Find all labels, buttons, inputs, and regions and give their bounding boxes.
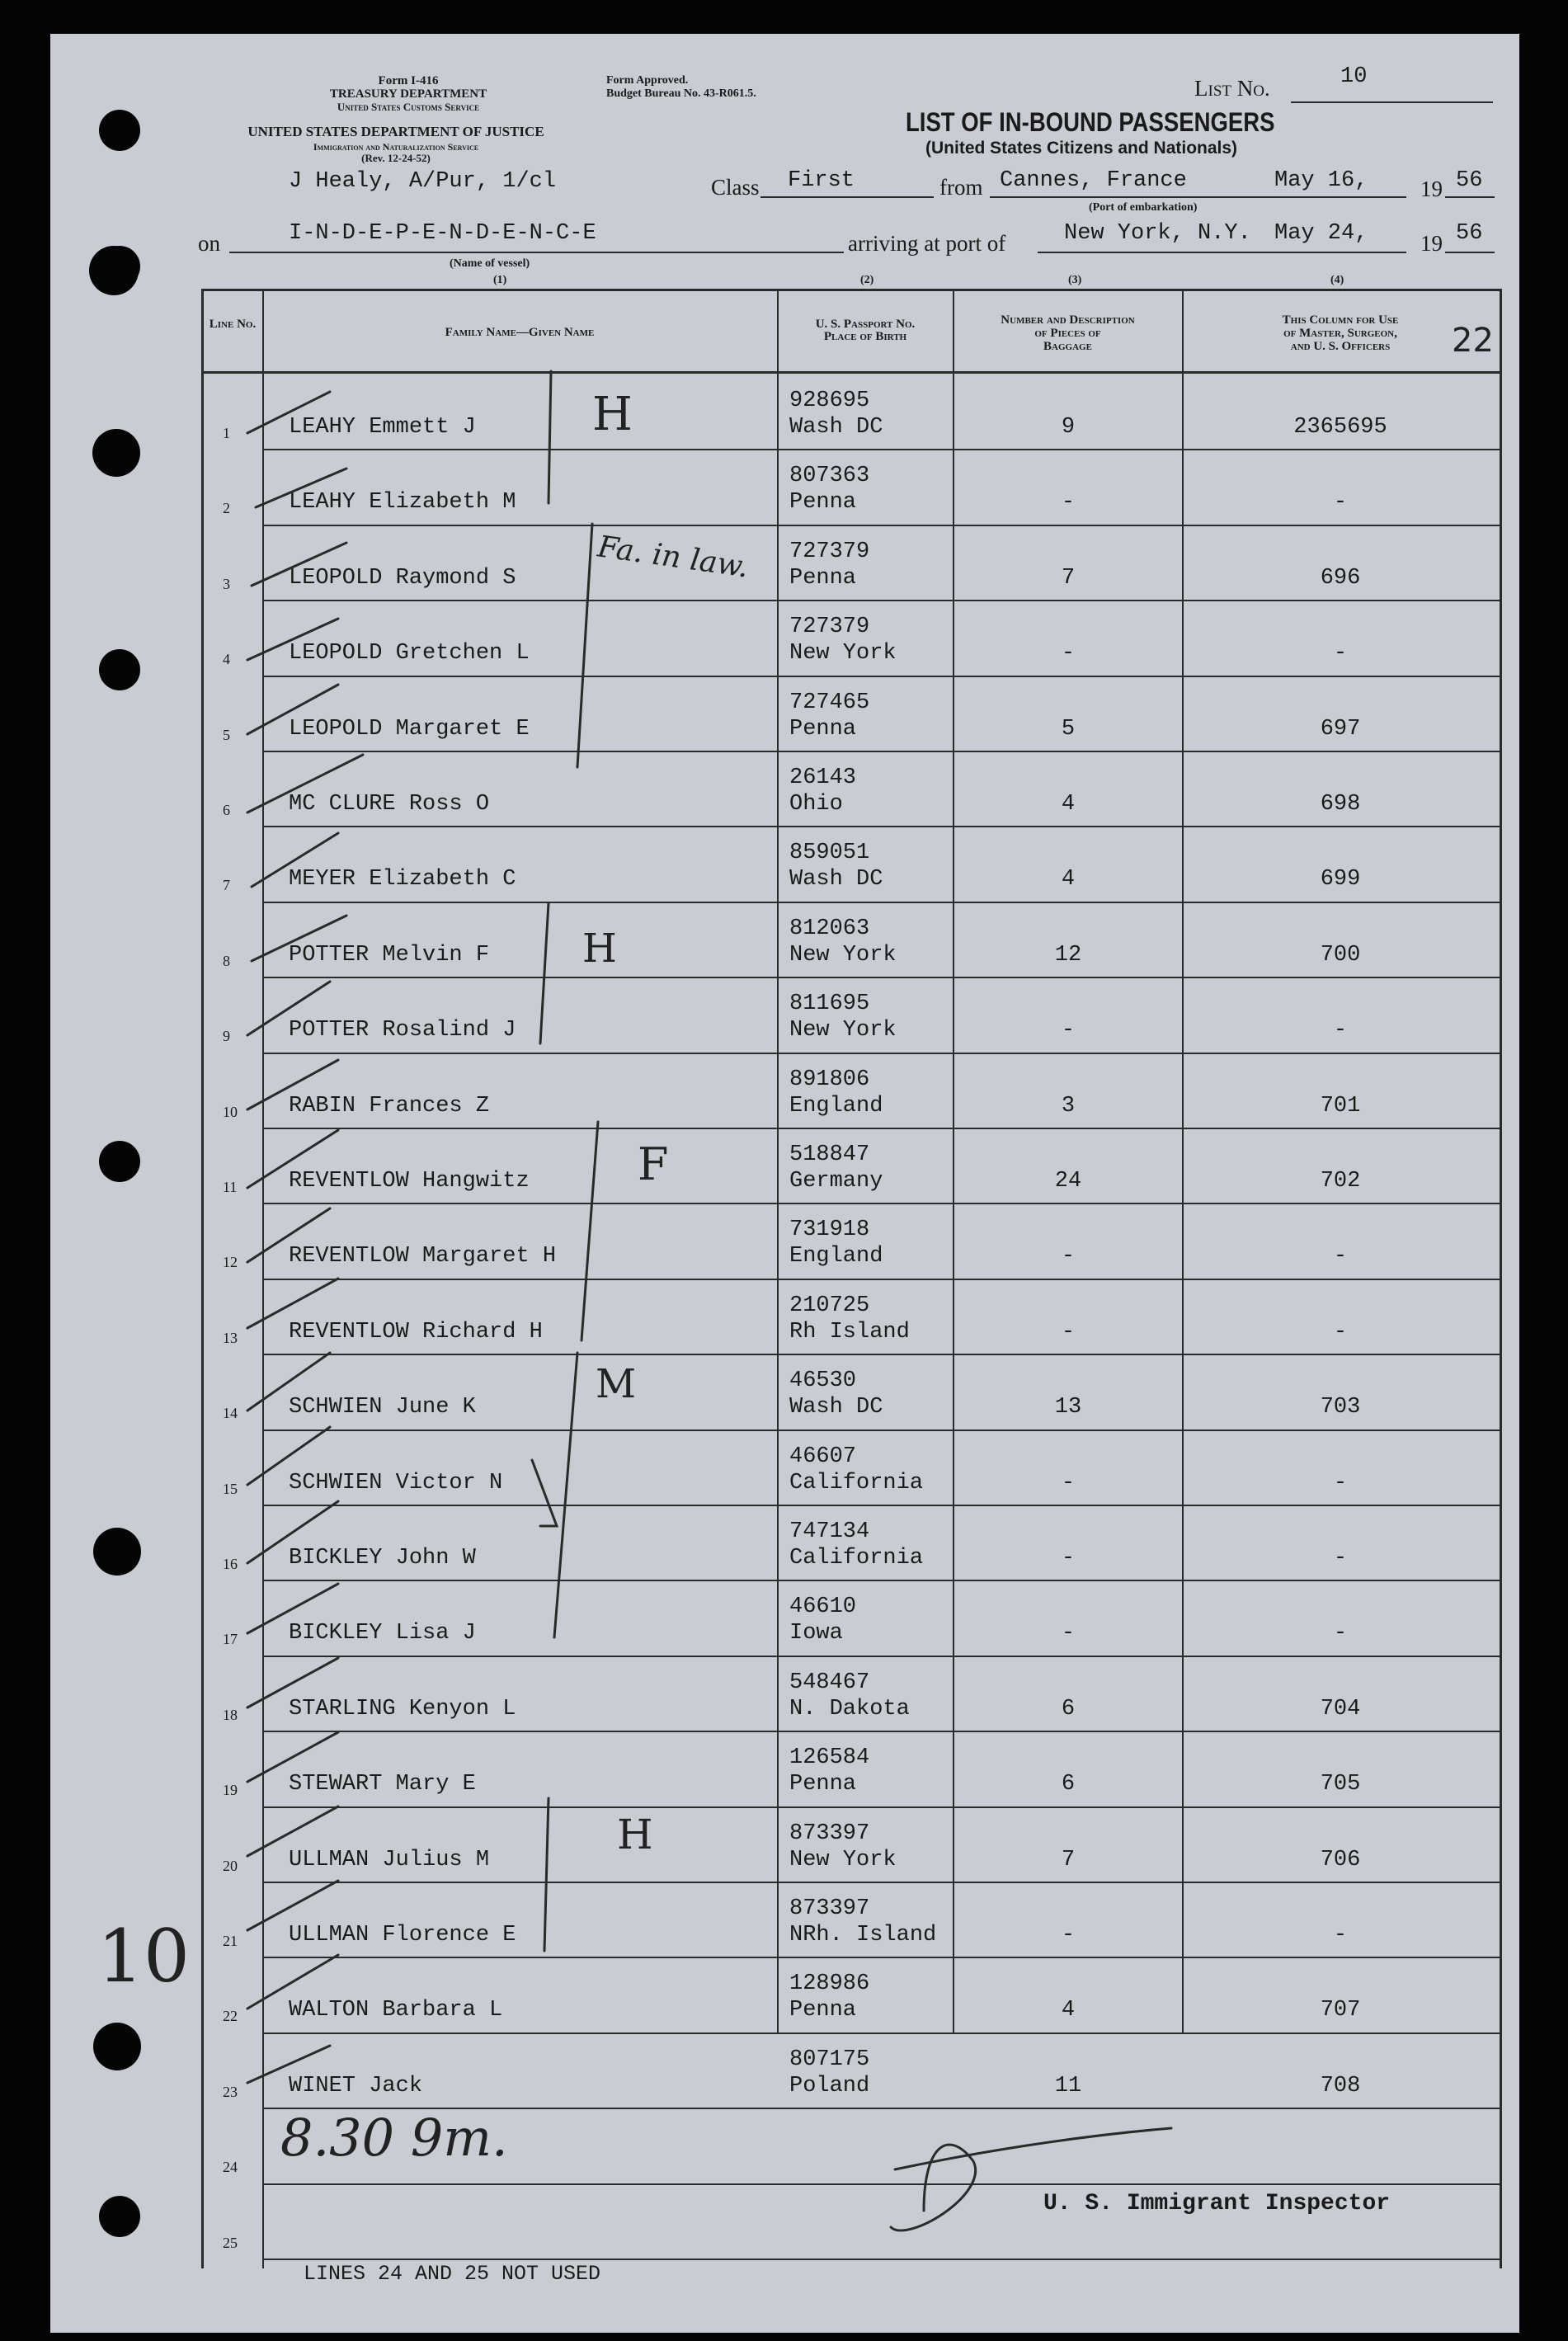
- line-number: 15: [223, 1481, 238, 1497]
- officer-entry: 704: [1320, 1697, 1361, 1722]
- passenger-name: LEOPOLD Gretchen L: [289, 641, 530, 666]
- officer-entry: -: [1333, 1320, 1348, 1345]
- place-of-birth: Penna: [789, 1772, 857, 1797]
- passport-number: 210725: [789, 1293, 870, 1318]
- passport-number: 46607: [789, 1444, 857, 1469]
- row-divider: [262, 902, 1500, 903]
- revision: (Rev. 12-24-52): [361, 152, 431, 164]
- place-of-birth: England: [789, 1244, 883, 1269]
- binder-hole: [93, 2023, 141, 2070]
- place-of-birth: California: [789, 1546, 924, 1571]
- from-underline: [990, 196, 1406, 198]
- officer-entry: 699: [1320, 867, 1361, 892]
- officer-entry: 700: [1320, 943, 1361, 968]
- passenger-name: ULLMAN Julius M: [289, 1848, 490, 1872]
- passenger-name: LEAHY Emmett J: [289, 415, 476, 440]
- place-of-birth: England: [789, 1094, 883, 1119]
- col-divider-name: [777, 289, 779, 2033]
- officers-note: 22: [1452, 322, 1494, 360]
- baggage-count: 13: [1054, 1395, 1082, 1420]
- row-divider: [262, 1806, 1500, 1808]
- line-number: 16: [223, 1556, 238, 1572]
- passenger-name: REVENTLOW Hangwitz: [289, 1169, 530, 1194]
- line-number: 23: [223, 2084, 238, 2100]
- row-divider: [262, 600, 1500, 601]
- row-divider: [262, 1430, 1500, 1431]
- baggage-count: 7: [1061, 1848, 1076, 1872]
- passenger-name: BICKLEY John W: [289, 1546, 476, 1571]
- line-number: 18: [223, 1707, 238, 1723]
- annotation-h1: H: [592, 388, 633, 441]
- place-of-birth: Iowa: [789, 1621, 843, 1646]
- binder-hole: [92, 429, 140, 477]
- line-number: 19: [223, 1782, 238, 1798]
- officer-entry: 703: [1320, 1395, 1361, 1420]
- header-name: Family Name—Given Name: [445, 326, 595, 339]
- header-officers-3: and U. S. Officers: [1290, 340, 1391, 353]
- class-value: First: [788, 168, 855, 193]
- row-divider: [262, 1053, 1500, 1054]
- passenger-name: STEWART Mary E: [289, 1772, 476, 1797]
- place-of-birth: New York: [789, 1018, 897, 1043]
- passenger-name: ULLMAN Florence E: [289, 1923, 516, 1948]
- signature-time-note: 8.30 9m.: [280, 2108, 508, 2168]
- col-num-4: (4): [1330, 274, 1344, 286]
- passport-number: 873397: [789, 1896, 870, 1921]
- line-number: 8: [223, 953, 230, 969]
- arrival-underline: [1038, 252, 1406, 253]
- line-number: 20: [223, 1858, 238, 1874]
- baggage-count: 4: [1061, 1998, 1076, 2023]
- officer-entry: -: [1333, 1621, 1348, 1646]
- officer-entry: 705: [1320, 1772, 1361, 1797]
- purser-name: J Healy, A/Pur, 1/cl: [289, 169, 557, 194]
- passenger-name: STARLING Kenyon L: [289, 1697, 516, 1722]
- port-embark-caption: (Port of embarkation): [1089, 201, 1198, 214]
- row-divider: [262, 2183, 1500, 2185]
- line-number: 25: [223, 2235, 238, 2251]
- line-number: 24: [223, 2159, 238, 2175]
- officer-entry: 696: [1320, 566, 1361, 591]
- officer-entry: 697: [1320, 717, 1361, 742]
- baggage-count: 9: [1061, 415, 1076, 440]
- line-number: 14: [223, 1405, 238, 1421]
- row-divider: [262, 676, 1500, 677]
- row-divider: [262, 2259, 1500, 2260]
- passport-number: 46530: [789, 1368, 857, 1393]
- passenger-name: LEAHY Elizabeth M: [289, 490, 516, 515]
- place-of-birth: Wash DC: [789, 1395, 883, 1420]
- header-officers-1: This Column for Use: [1282, 313, 1399, 327]
- baggage-count: 4: [1061, 867, 1076, 892]
- passenger-name: REVENTLOW Richard H: [289, 1320, 543, 1345]
- passenger-name: REVENTLOW Margaret H: [289, 1244, 557, 1269]
- passport-number: 548467: [789, 1670, 870, 1695]
- baggage-count: -: [1061, 1546, 1076, 1571]
- binder-hole: [99, 2196, 140, 2237]
- passenger-name: WINET Jack: [289, 2074, 423, 2098]
- passport-number: 727379: [789, 539, 870, 564]
- line-number: 5: [223, 727, 230, 743]
- list-no-underline: [1291, 101, 1493, 103]
- place-of-birth: Penna: [789, 1998, 857, 2023]
- class-label: Class: [711, 175, 760, 200]
- line-number: 22: [223, 2008, 238, 2024]
- passport-number: 126584: [789, 1745, 870, 1770]
- margin-number: 10: [97, 1914, 190, 1999]
- header-passport-2: Place of Birth: [823, 330, 907, 343]
- place-of-birth: New York: [789, 1848, 897, 1872]
- officer-entry: -: [1333, 1018, 1348, 1043]
- row-divider: [262, 751, 1500, 752]
- baggage-count: 12: [1054, 943, 1082, 968]
- passenger-name: POTTER Melvin F: [289, 943, 490, 968]
- embark-date: May 16,: [1274, 168, 1368, 193]
- table-header-bottom: [201, 371, 1500, 374]
- passenger-name: LEOPOLD Margaret E: [289, 717, 530, 742]
- form-number: Form I-416: [378, 74, 439, 87]
- passport-number: 859051: [789, 841, 870, 865]
- header-baggage-3: Baggage: [1043, 340, 1092, 353]
- row-divider: [262, 1731, 1500, 1732]
- binder-hole: [99, 110, 140, 151]
- lines-not-used: LINES 24 AND 25 NOT USED: [304, 2262, 601, 2286]
- line-number: 9: [223, 1028, 230, 1044]
- row-divider: [262, 1882, 1500, 1883]
- annotation-h3: H: [617, 1811, 653, 1858]
- passport-number: 807175: [789, 2047, 870, 2072]
- place-of-birth: New York: [789, 943, 897, 968]
- officer-entry: -: [1333, 1471, 1348, 1496]
- place-of-birth: Penna: [789, 490, 857, 515]
- passport-number: 812063: [789, 916, 870, 941]
- binder-hole: [99, 649, 140, 690]
- baggage-count: 6: [1061, 1697, 1076, 1722]
- passenger-name: WALTON Barbara L: [289, 1998, 503, 2023]
- annotation-fa-in-law: Fa. in law.: [596, 530, 751, 585]
- annotation-m: M: [596, 1361, 637, 1407]
- baggage-count: -: [1061, 1244, 1076, 1269]
- line-number: 10: [223, 1104, 238, 1120]
- place-of-birth: New York: [789, 641, 897, 666]
- list-no-label: List No.: [1194, 76, 1270, 101]
- passport-number: 26143: [789, 765, 857, 790]
- vessel-caption: (Name of vessel): [450, 257, 530, 270]
- ins-service: Immigration and Naturalization Service: [313, 141, 479, 153]
- header-line-no: Line No.: [209, 318, 257, 331]
- justice-dept: UNITED STATES DEPARTMENT OF JUSTICE: [247, 124, 544, 139]
- header-baggage-1: Number and Description: [1001, 313, 1135, 327]
- row-divider: [262, 1354, 1500, 1355]
- passport-number: 928695: [789, 389, 870, 413]
- place-of-birth: Poland: [789, 2074, 870, 2098]
- officer-entry: 701: [1320, 1094, 1361, 1119]
- line-number: 1: [223, 425, 230, 441]
- passenger-name: BICKLEY Lisa J: [289, 1621, 476, 1646]
- vessel-name: I-N-D-E-P-E-N-D-E-N-C-E: [289, 221, 596, 246]
- binder-hole: [89, 246, 139, 295]
- place-of-birth: California: [789, 1471, 924, 1496]
- baggage-count: 24: [1054, 1169, 1082, 1194]
- inspector-label: U. S. Immigrant Inspector: [1043, 2191, 1391, 2216]
- officer-entry: 707: [1320, 1998, 1361, 2023]
- col-num-3: (3): [1068, 274, 1082, 286]
- line-number: 11: [223, 1179, 238, 1195]
- baggage-count: -: [1061, 1923, 1076, 1948]
- row-divider: [262, 1656, 1500, 1657]
- col-num-2: (2): [860, 274, 874, 286]
- baggage-count: -: [1061, 1621, 1076, 1646]
- place-of-birth: Rh Island: [789, 1320, 910, 1345]
- passport-number: 128986: [789, 1971, 870, 1996]
- row-divider: [262, 1957, 1500, 1958]
- annotation-f: F: [638, 1138, 669, 1190]
- customs-service: United States Customs Service: [337, 101, 480, 113]
- baggage-count: 11: [1054, 2074, 1082, 2098]
- binder-hole: [93, 1528, 141, 1576]
- passport-number: 747134: [789, 1519, 870, 1544]
- officer-entry: 702: [1320, 1169, 1361, 1194]
- place-of-birth: Wash DC: [789, 867, 883, 892]
- from-label: from: [939, 175, 983, 200]
- table-top-border: [201, 289, 1500, 291]
- table-left-border: [201, 289, 204, 2268]
- budget-bureau: Budget Bureau No. 43-R061.5.: [606, 87, 756, 100]
- embark-year-underline: [1445, 196, 1495, 198]
- annotation-h2: H: [582, 926, 617, 972]
- passenger-name: SCHWIEN Victor N: [289, 1471, 503, 1496]
- treasury-dept: TREASURY DEPARTMENT: [329, 87, 487, 101]
- baggage-count: 6: [1061, 1772, 1076, 1797]
- line-number: 2: [223, 500, 230, 516]
- document-title: LIST OF IN-BOUND PASSENGERS: [906, 107, 1275, 137]
- row-divider: [262, 1128, 1500, 1129]
- passenger-name: RABIN Frances Z: [289, 1094, 490, 1119]
- table-right-border: [1500, 289, 1502, 2268]
- place-of-birth: N. Dakota: [789, 1697, 910, 1722]
- place-of-birth: Penna: [789, 566, 857, 591]
- officer-entry: -: [1333, 1546, 1348, 1571]
- place-of-birth: Germany: [789, 1169, 883, 1194]
- form-approved: Form Approved.: [606, 74, 689, 87]
- passenger-name: MEYER Elizabeth C: [289, 867, 516, 892]
- arrival-year: 56: [1456, 221, 1483, 246]
- arrival-port: New York, N.Y.: [1064, 221, 1251, 246]
- passport-number: 727379: [789, 615, 870, 639]
- row-divider: [262, 977, 1500, 978]
- line-number: 4: [223, 651, 230, 667]
- place-of-birth: Penna: [789, 717, 857, 742]
- row-divider: [262, 1279, 1500, 1280]
- class-underline: [760, 196, 934, 198]
- officer-entry: 708: [1320, 2074, 1361, 2098]
- row-divider: [262, 826, 1500, 827]
- col-num-1: (1): [493, 274, 507, 286]
- row-divider: [262, 449, 1500, 450]
- place-of-birth: Wash DC: [789, 415, 883, 440]
- embark-port: Cannes, France: [1000, 168, 1187, 193]
- passenger-name: POTTER Rosalind J: [289, 1018, 516, 1043]
- row-divider: [262, 525, 1500, 526]
- line-number: 7: [223, 877, 230, 893]
- passenger-name: LEOPOLD Raymond S: [289, 566, 516, 591]
- baggage-count: -: [1061, 1320, 1076, 1345]
- row-divider: [262, 1505, 1500, 1506]
- on-label: on: [198, 231, 220, 256]
- embark-year-prefix: 19: [1420, 177, 1443, 201]
- row-divider: [262, 1203, 1500, 1204]
- passport-number: 891806: [789, 1067, 870, 1092]
- place-of-birth: NRh. Island: [789, 1923, 937, 1948]
- vessel-underline: [229, 252, 844, 253]
- line-number: 17: [223, 1631, 238, 1647]
- line-number: 21: [223, 1933, 238, 1949]
- line-number: 3: [223, 576, 230, 592]
- passport-number: 807363: [789, 464, 870, 488]
- arrival-year-underline: [1445, 252, 1495, 253]
- passport-number: 727465: [789, 690, 870, 715]
- passport-number: 46610: [789, 1594, 857, 1619]
- arrival-date: May 24,: [1274, 221, 1368, 246]
- officer-entry: 706: [1320, 1848, 1361, 1872]
- list-no-value: 10: [1340, 64, 1368, 89]
- arriving-label: arriving at port of: [848, 231, 1006, 256]
- passport-number: 518847: [789, 1142, 870, 1167]
- baggage-count: -: [1061, 641, 1076, 666]
- header-baggage-2: of Pieces of: [1034, 327, 1101, 340]
- line-number: 13: [223, 1330, 238, 1346]
- baggage-count: 5: [1061, 717, 1076, 742]
- officer-entry: -: [1333, 641, 1348, 666]
- embark-year: 56: [1456, 168, 1483, 193]
- baggage-count: 4: [1061, 792, 1076, 817]
- officer-entry: 698: [1320, 792, 1361, 817]
- baggage-count: -: [1061, 1018, 1076, 1043]
- binder-hole: [99, 1141, 140, 1182]
- passenger-name: MC CLURE Ross O: [289, 792, 490, 817]
- place-of-birth: Ohio: [789, 792, 843, 817]
- passport-number: 731918: [789, 1218, 870, 1242]
- row-divider: [262, 2032, 1500, 2034]
- passport-number: 873397: [789, 1821, 870, 1846]
- line-number: 12: [223, 1254, 238, 1270]
- officer-entry: -: [1333, 1244, 1348, 1269]
- officer-entry: 2365695: [1293, 415, 1387, 440]
- baggage-count: -: [1061, 1471, 1076, 1496]
- header-passport-1: U. S. Passport No.: [815, 318, 916, 331]
- line-number: 6: [223, 802, 230, 818]
- baggage-count: 3: [1061, 1094, 1076, 1119]
- baggage-count: -: [1061, 490, 1076, 515]
- header-officers-2: of Master, Surgeon,: [1283, 327, 1397, 340]
- officer-entry: -: [1333, 490, 1348, 515]
- officer-entry: -: [1333, 1923, 1348, 1948]
- passenger-name: SCHWIEN June K: [289, 1395, 476, 1420]
- document-subtitle: (United States Citizens and Nationals): [925, 139, 1238, 158]
- row-divider: [262, 1580, 1500, 1581]
- passport-number: 811695: [789, 992, 870, 1016]
- baggage-count: 7: [1061, 566, 1076, 591]
- arrival-year-prefix: 19: [1420, 231, 1443, 256]
